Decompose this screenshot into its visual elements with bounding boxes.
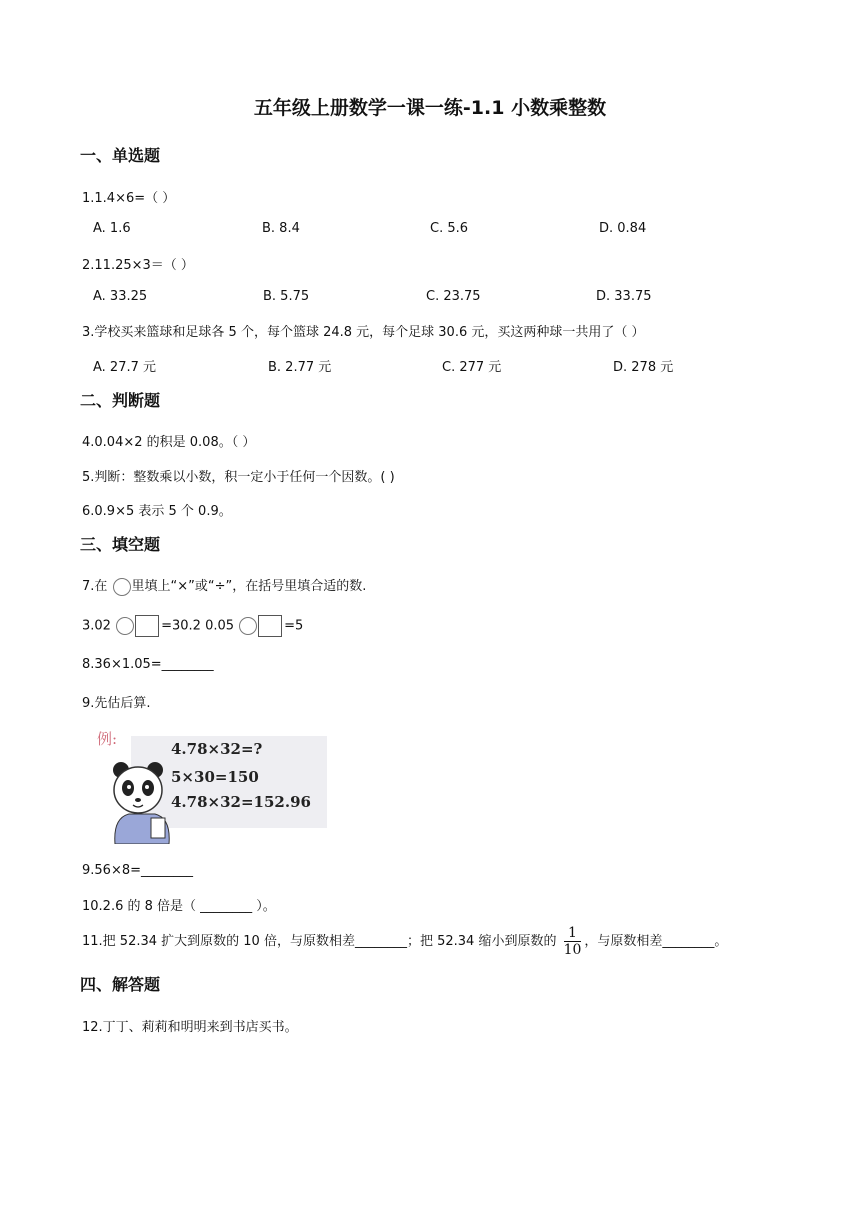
section-heading-answer: 四、解答题 bbox=[80, 975, 161, 994]
page-title: 五年级上册数学一课一练-1.1 小数乘整数 bbox=[253, 97, 607, 119]
q3-option-d[interactable]: D. 278 元 bbox=[613, 360, 674, 375]
q11-part-1: 11.把 52.34 扩大到原数的 10 倍，与原数相差________；把 52.34 缩小到原数的 bbox=[82, 934, 557, 949]
section-heading-true-false: 二、判断题 bbox=[80, 391, 161, 410]
operator-circle-2[interactable] bbox=[239, 617, 257, 635]
fraction-denominator: 10 bbox=[563, 942, 582, 958]
question-7-line bbox=[82, 615, 303, 637]
example-line-3: 4.78×32=152.96 bbox=[171, 793, 311, 811]
operator-circle-1[interactable] bbox=[116, 617, 134, 635]
panda-illustration bbox=[107, 756, 177, 844]
question-3: 3.学校买来篮球和足球各 5 个，每个篮球 24.8 元，每个足球 30.6 元，买这两种球一共用了（ ） bbox=[82, 325, 645, 340]
q3-option-a[interactable]: A. 27.7 元 bbox=[93, 360, 157, 375]
q7-number-c: =5 bbox=[284, 618, 304, 634]
q1-option-d[interactable]: D. 0.84 bbox=[599, 221, 647, 236]
q2-option-c[interactable]: C. 23.75 bbox=[426, 289, 481, 304]
example-line-2: 5×30=150 bbox=[171, 768, 259, 786]
question-10: 10.2.6 的 8 倍是（ ________ ）。 bbox=[82, 899, 276, 914]
section-heading-fill-blank: 三、填空题 bbox=[80, 535, 161, 554]
q1-option-b[interactable]: B. 8.4 bbox=[262, 221, 300, 236]
q1-option-c[interactable]: C. 5.6 bbox=[430, 221, 469, 236]
answer-box-1[interactable] bbox=[135, 615, 159, 637]
q2-option-d[interactable]: D. 33.75 bbox=[596, 289, 652, 304]
q2-option-b[interactable]: B. 5.75 bbox=[263, 289, 310, 304]
section-heading-single-choice: 一、单选题 bbox=[80, 146, 161, 165]
question-4: 4.0.04×2 的积是 0.08。（ ） bbox=[82, 435, 256, 450]
fraction-numerator: 1 bbox=[564, 926, 582, 942]
q2-option-a[interactable]: A. 33.25 bbox=[93, 289, 148, 304]
q3-option-b[interactable]: B. 2.77 元 bbox=[268, 360, 332, 375]
answer-box-2[interactable] bbox=[258, 615, 282, 637]
question-9-answer: 9.56×8=________ bbox=[82, 863, 194, 878]
q1-option-a[interactable]: A. 1.6 bbox=[93, 221, 131, 236]
question-6: 6.0.9×5 表示 5 个 0.9。 bbox=[82, 504, 232, 519]
question-9: 9.先估后算. bbox=[82, 696, 151, 711]
question-5: 5.判断：整数乘以小数，积一定小于任何一个因数。( ) bbox=[82, 470, 395, 485]
example-line-1: 4.78×32=? bbox=[171, 740, 263, 758]
question-8: 8.36×1.05=________ bbox=[82, 657, 214, 672]
example-label: 例: bbox=[97, 730, 118, 748]
question-12: 12.丁丁、莉莉和明明来到书店买书。 bbox=[82, 1020, 298, 1035]
q3-option-c[interactable]: C. 277 元 bbox=[442, 360, 502, 375]
q7-number-a: 3.02 bbox=[82, 618, 111, 634]
example-illustration bbox=[95, 724, 330, 844]
q7-number-b: =30.2 0.05 bbox=[161, 618, 235, 634]
q7-instruction: 里填上“×”或“÷”，在括号里填合适的数. bbox=[131, 579, 367, 594]
question-2: 2.11.25×3＝（ ） bbox=[82, 258, 194, 273]
q11-part-2: ，与原数相差________。 bbox=[584, 934, 728, 949]
q7-prefix: 7.在 bbox=[82, 579, 108, 594]
question-1: 1.1.4×6=（ ） bbox=[82, 191, 176, 206]
question-11 bbox=[82, 926, 727, 957]
operator-circle-blank[interactable] bbox=[113, 578, 131, 596]
question-7 bbox=[82, 575, 366, 596]
fraction-one-tenth bbox=[564, 926, 582, 957]
